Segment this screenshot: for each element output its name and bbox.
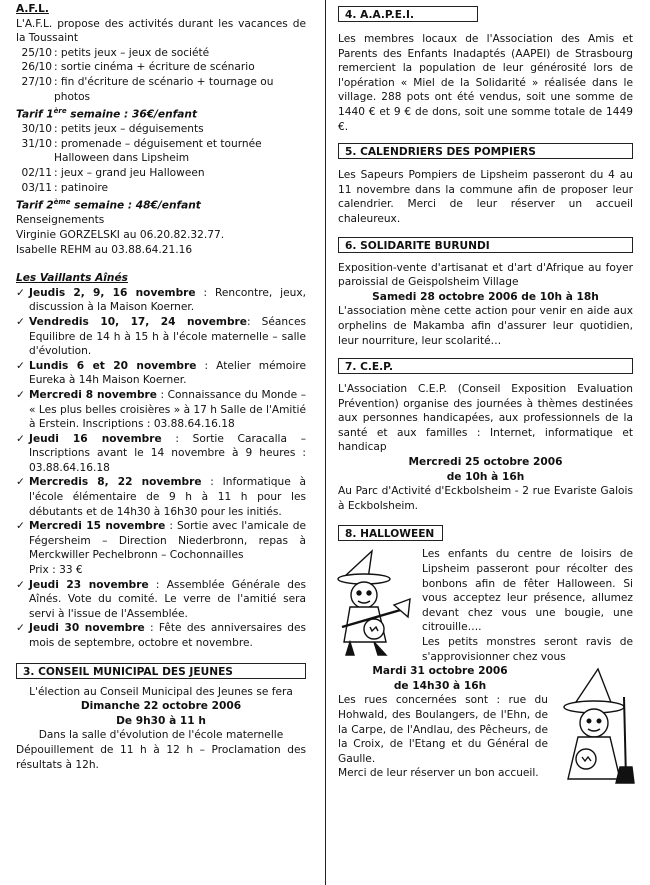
vaillants-item-date: Jeudis 2, 9, 16 novembre [29,286,196,299]
left-column [16,0,306,772]
halloween-block [338,547,633,781]
vaillants-item [16,315,306,359]
burundi-text2: L'association mène cette action pour venir en aide aux orphelins de Makamba afin d'assurer leur quotidien, leur nourriture, leur scolarité… [338,305,633,347]
vaillants-item-date: Jeudi 23 novembre [29,578,149,591]
vaillants-item-text: : Sortie Caracalla – Inscriptions avant le 14 novembre à 9 heures : 03.88.64.16.18 [29,432,306,474]
schedule-date: 27/10 [21,75,52,88]
section-header-pompiers: 5. CALENDRIERS DES POMPIERS [338,143,633,159]
conseil-time: De 9h30 à 11 h [116,714,206,727]
section-header-conseil: 3. CONSEIL MUNICIPAL DES JEUNES [16,663,306,679]
schedule-row [16,166,306,181]
vaillants-item [16,359,306,388]
vaillants-item-text: : Informatique à l'école élémentaire de 9 h à 11 h pour les débutants et de 14h30 à 16h30 pour les initiés. [29,476,306,518]
vaillants-title: Les Vaillants Aînés [16,272,128,285]
vaillants-item [16,475,306,519]
vaillants-item-text: : Connaissance du Monde – « Les plus belles croisières » à 17 h Salle de l'Amitié à Erstein. Inscriptions : 03.88.64.16.18 [29,388,306,431]
schedule-text: : petits jeux – déguisements [54,123,204,136]
vaillants-item [16,432,306,476]
halloween-text1: Les enfants du centre de loisirs de Lipsheim passeront pour récolter des bonbons afin de fêter Halloween. Si vous acceptez leur présence, allumez devant chez vous une bougie, une citrouille…. [422,548,633,634]
vaillants-item-text: : Séances Equilibre de 14 h à 15 h à l'école maternelle – salle d'évolution. [29,315,306,358]
afl-info-title: Renseignements [16,214,105,227]
schedule-date: 03/11 [21,181,52,194]
halloween-text2: Les petits monstres seront ravis de s'approvisionner chez vous [422,636,633,663]
vaillants-item-date: Jeudi 30 novembre [29,622,145,635]
vaillants-item-date: Lundis 6 et 20 novembre [29,359,197,372]
checkmark-icon: ✓ [16,476,25,489]
schedule-text: : petits jeux – jeux de société [54,46,210,59]
vaillants-item-text: : Atelier mémoire Eureka à 14h Maison Koerner. [29,359,306,387]
afl-week2-schedule [16,122,306,195]
vaillants-list [16,286,306,651]
aapei-text: Les membres locaux de l'Association des Amis et Parents des Enfants Inadaptés (AAPEI) de Strasbourg remercient la population de leur générosité lors de l'opération « Miel de la Solidarité » réalisée dans le village. 288 pots ont été vendus, soit une somme de 1440 € et 9 € de dons, soit une somme totale de 1449 €. [338,33,633,133]
section-header-cep: 7. C.E.P. [338,358,633,374]
vaillants-item-date: Vendredis 10, 17, 24 novembre [29,315,247,328]
schedule-row [16,75,306,104]
checkmark-icon: ✓ [16,622,25,635]
vaillants-item-text: : Rencontre, jeux, discussion à la Maison Koerner. [29,286,306,314]
checkmark-icon: ✓ [16,432,25,445]
schedule-text: : jeux – grand jeu Halloween [54,167,205,180]
schedule-row [16,122,306,137]
vaillants-item [16,388,306,432]
afl-contact-1: Virginie GORZELSKI au 06.20.82.32.77. [16,228,225,241]
checkmark-icon: ✓ [16,578,25,591]
right-column [338,0,633,781]
vaillants-item [16,519,306,577]
cep-date: Mercredi 25 octobre 2006 [408,456,563,469]
schedule-text: : promenade – déguisement et tournée Halloween dans Lipsheim [54,137,262,165]
schedule-text: : sortie cinéma + écriture de scénario [54,61,255,74]
conseil-date: Dimanche 22 octobre 2006 [80,700,242,713]
vaillants-item-text: : Sortie avec l'amicale de Fégersheim – Direction Niederbronn, repas à Merckwiller Pechelbronn – Cochonnailles [29,520,306,562]
section-header-halloween: 8. HALLOWEEN [338,525,443,541]
vaillants-item [16,578,306,622]
schedule-row [16,181,306,196]
afl-tarif1: Tarif 1ère semaine : 36€/enfant [16,107,198,121]
halloween-text4: Merci de leur réserver un bon accueil. [338,767,539,780]
afl-contact-2: Isabelle REHM au 03.88.64.21.16 [16,243,193,256]
conseil-line1: L'élection au Conseil Municipal des Jeunes se fera [29,685,293,698]
burundi-date: Samedi 28 octobre 2006 de 10h à 18h [372,290,599,303]
vaillants-item-date: Mercredi 8 novembre [29,388,157,401]
pompiers-text: Les Sapeurs Pompiers de Lipsheim passeront du 4 au 11 novembre dans la commune afin de proposer leur calendrier. Merci de leur réserver un accueil chaleureux. [338,169,633,225]
conseil-result: Dépouillement de 11 h à 12 h – Proclamation des résultats à 12h. [16,743,306,771]
cep-text2: Au Parc d'Activité d'Eckbolsheim - 2 rue Evariste Galois à Eckbolsheim. [338,485,633,512]
schedule-date: 26/10 [21,61,52,74]
little-witch-illustration [554,667,636,785]
vaillants-item-text: : Fête des anniversaires des mois de septembre, octobre et novembre. [29,622,306,649]
section-header-burundi: 6. SOLIDARITE BURUNDI [338,237,633,253]
vaillants-item [16,286,306,315]
checkmark-icon: ✓ [16,359,25,372]
afl-title: A.F.L. [16,3,49,15]
column-divider [325,0,326,885]
vaillants-item-date: Mercredi 15 novembre [29,520,166,533]
halloween-text3: Les rues concernées sont : rue du Hohwald, des Boulangers, de l'Ehn, de la Carpe, de l'Andlau, des Pêcheurs, de la Croix, de l'Etang et du Général de Gaulle. [338,694,548,765]
schedule-date: 25/10 [21,46,52,59]
vaillants-item-text: : Assemblée Générale des Aînés. Vote du comité. Le verre de l'amitié sera servi à l'issue de l'Assemblée. [29,578,306,620]
vaillants-item-extra: Prix : 33 € [29,564,83,577]
checkmark-icon: ✓ [16,388,25,401]
witch-on-broom-illustration [334,547,412,659]
vaillants-item [16,621,306,650]
conseil-place: Dans la salle d'évolution de l'école maternelle [38,729,284,742]
halloween-time: de 14h30 à 16h [393,679,487,692]
schedule-row [16,46,306,61]
afl-tarif2: Tarif 2ème semaine : 48€/enfant [16,198,201,212]
schedule-text: : patinoire [54,181,109,194]
halloween-date: Mardi 31 octobre 2006 [372,665,508,678]
vaillants-item-date: Mercredis 8, 22 novembre [29,476,202,489]
vaillants-item-date: Jeudi 16 novembre [29,432,162,445]
afl-week1-schedule [16,46,306,104]
checkmark-icon: ✓ [16,286,25,299]
cep-time: de 10h à 16h [446,470,525,483]
schedule-row [16,60,306,75]
schedule-date: 30/10 [21,123,52,136]
schedule-date: 02/11 [21,167,52,180]
schedule-date: 31/10 [21,137,52,150]
cep-text1: L'Association C.E.P. (Conseil Exposition Evaluation Prévention) organise des journées à thèmes destinées aux personnes handicapées, aux professionnels de la santé et aux familles : Internet, informatique et handicap [338,383,633,454]
checkmark-icon: ✓ [16,520,25,533]
checkmark-icon: ✓ [16,315,25,328]
schedule-text: : fin d'écriture de scénario + tournage ou photos [54,75,274,103]
afl-intro: L'A.F.L. propose des activités durant les vacances de la Toussaint [16,17,306,45]
burundi-text1: Exposition-vente d'artisanat et d'art d'Afrique au foyer paroissial de Geispolsheim Village [338,261,633,289]
section-header-aapei: 4. A.A.P.E.I. [338,6,478,22]
schedule-row [16,137,306,166]
